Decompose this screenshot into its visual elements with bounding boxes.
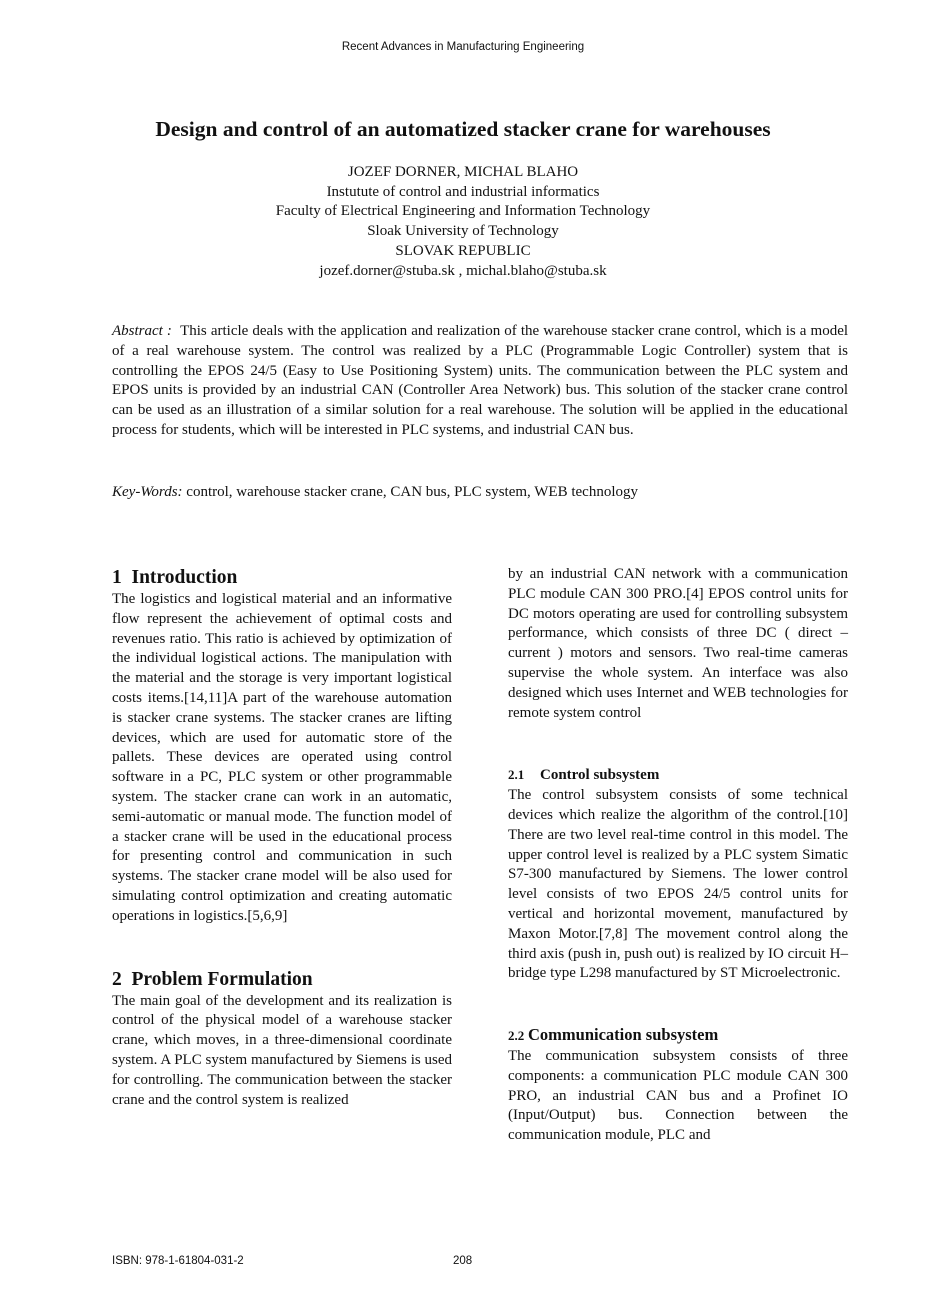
subsection-number: 2.2 [508, 1028, 525, 1044]
keywords [112, 483, 848, 503]
author-faculty: Faculty of Electrical Engineering and Information Technology [275, 203, 651, 220]
abstract [112, 322, 848, 441]
subsection-title: Communication subsystem [528, 1025, 719, 1045]
section-heading-introduction [112, 566, 452, 590]
section-number: 1 [112, 567, 122, 588]
section-number: 2 [112, 968, 122, 990]
author-emails: jozef.dorner@stuba.sk , michal.blaho@stuba.sk [319, 262, 607, 279]
subsection-number: 2.1 [508, 767, 525, 783]
page-number: 208 [453, 1255, 473, 1267]
problem-formulation-continued: by an industrial CAN network with a communication PLC module CAN 300 PRO.[4] EPOS control units for DC motors operating are used for controlling subsystem performance, which consists of three DC ( direct – current ) motors and sensors. Two real-time cameras supervise the whole system. An interface was also designed which uses Internet and WEB technologies for remote system control [508, 566, 848, 721]
left-column [112, 566, 452, 1110]
introduction-body: The logistics and logistical material and an informative flow represent the achievement of optimal costs and revenues ratio. This ratio is achieved by optimization of the individual logistical actions. The manipulation with the material and the storage is very important logistical costs items.[14,11]A part of the warehouse automation is stacker crane systems. The stacker cranes are lifting devices, which are used for automatic store of the pallets. These devices are operated using control software in a PC, PLC system or other programmable system. The stacker crane can work in an automatic, semi-automatic or manual mode. The function model of a stacker crane will be used in the educational process for presenting control and communication in such systems. The stacker crane model will be also used for simulating control optimization and creating automatic operations in logistics.[5,6,9] [112, 591, 452, 924]
communication-subsystem-body: The communication subsystem consists of three components: a communication PLC module CAN 300 PRO, an industrial CAN bus and a Profinet IO (Input/Output) bus. Connection between the communication module, PLC and [508, 1047, 848, 1144]
problem-formulation-body: The main goal of the development and its realization is control of the physical model of a warehouse stacker crane, which moves, in a three-dimensional coordinate system. A PLC system manufactured by Siemens is used for controlling. The communication between the stacker crane and the control system is realized [112, 992, 452, 1108]
keywords-text: control, warehouse stacker crane, CAN bus, PLC system, WEB technology [186, 484, 639, 500]
author-names: JOZEF DORNER, MICHAL BLAHO [347, 164, 579, 180]
author-institute: Instutute of control and industrial informatics [326, 183, 600, 200]
author-country: SLOVAK REPUBLIC [395, 242, 531, 259]
subsection-heading-control [508, 765, 848, 786]
running-header: Recent Advances in Manufacturing Engineering [341, 41, 585, 53]
section-title: Problem Formulation [131, 968, 313, 990]
paper-title: Design and control of an automatized stacker crane for warehouses [155, 117, 771, 141]
section-title: Introduction [131, 567, 238, 588]
keywords-label: Key-Words: [112, 484, 183, 500]
subsection-title: Control subsystem [540, 767, 660, 784]
footer-isbn: ISBN: 978-1-61804-031-2 [112, 1255, 244, 1267]
right-column [508, 565, 848, 1146]
section-heading-problem-formulation [112, 968, 452, 992]
author-university: Sloak University of Technology [367, 223, 559, 240]
abstract-text: This article deals with the application and realization of the warehouse stacker crane control, which is a model of a real warehouse system. The control was realized by a PLC (Programmable Logic Controller) system that is controlling the EPOS 24/5 (Easy to Use Positioning System) units. The communication between the PLC system and EPOS units is provided by an industrial CAN (Controller Area Network) bus. This solution of the stacker crane control can be used as an illustration of a similar solution for a real warehouse. The solution will be applied in the educational process for students, which will be interested in PLC systems, and industrial CAN bus. [112, 323, 849, 438]
authors-block [0, 163, 926, 281]
subsection-heading-communication [508, 1025, 848, 1047]
abstract-label: Abstract : [112, 323, 172, 339]
control-subsystem-body: The control subsystem consists of some technical devices which realize the algorithm of the control.[10] There are two level real-time control in this model. The upper control level is realized by a PLC system Simatic S7-300 manufactured by Siemens. The lower control level consists of two EPOS 24/5 control units for vertical and horizontal movement, manufactured by Maxon Motor.[7,8] The movement control along the third axis (push in, push out) is realized by IO circuit H–bridge type L298 manufactured by ST Microelectronic. [508, 787, 848, 982]
